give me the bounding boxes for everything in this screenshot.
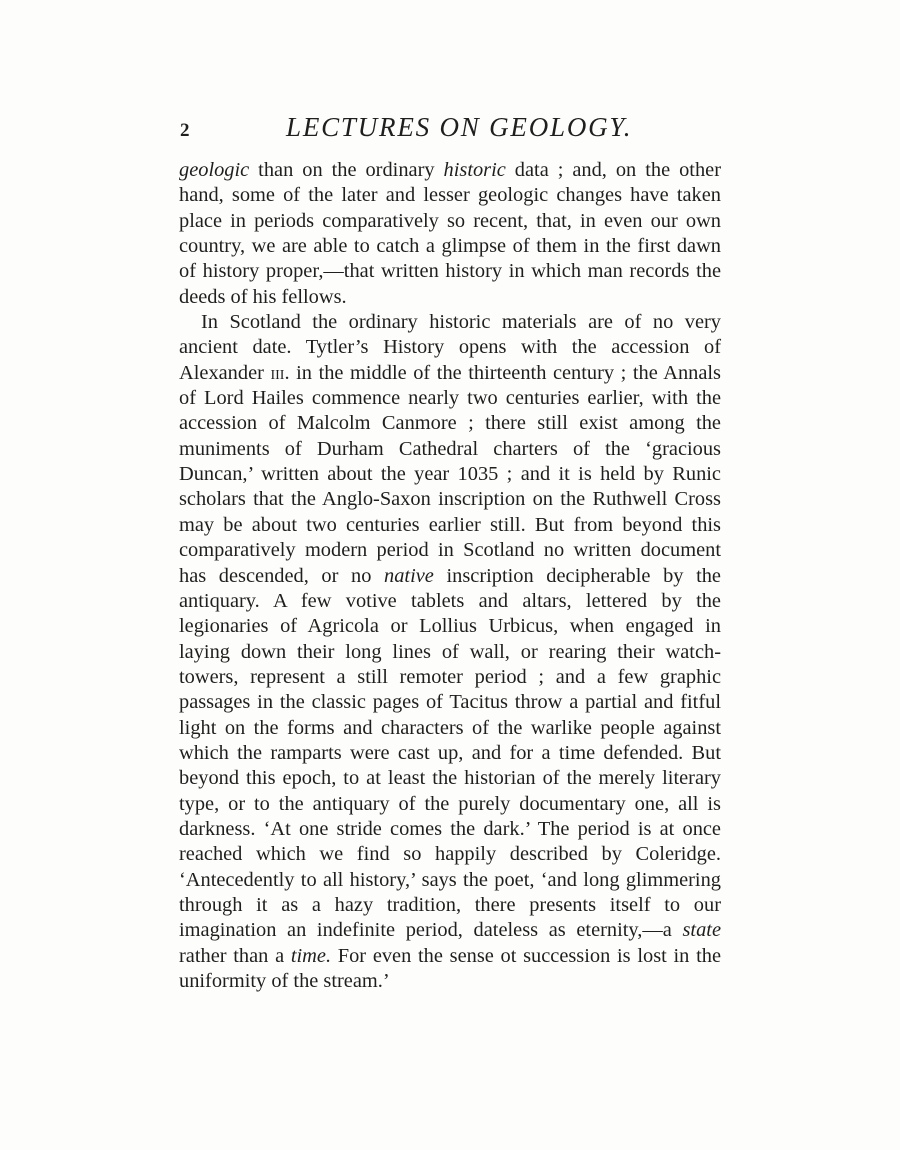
text-segment: rather than a (179, 944, 291, 967)
paragraph-continuation (179, 158, 721, 310)
paragraph-scotland (179, 310, 721, 994)
body-text (179, 158, 721, 994)
page-header (178, 112, 723, 146)
italic-word: native (384, 564, 434, 587)
page-number: 2 (180, 120, 190, 141)
text-segment: than on the ordinary (249, 159, 444, 181)
running-title: LECTURES ON GEOLOGY. (286, 112, 633, 142)
italic-word: historic (443, 159, 506, 181)
text-segment: data ; and, on the other hand, some of the later and lesser geologic changes have taken place in periods comparatively so recent, that, in even our own country, we are able to catch a glimpse of them in the first dawn of history proper,—that written history in which man records the deeds of his fellows. (179, 159, 721, 308)
text-segment: in the middle of the thirteenth century ; the Annals of Lord Hailes commence nearly two centuries earlier, with the accession of Malcolm Canmore ; there still exist among the muniments of Durham Cathedral charters of the ‘gracious Duncan,’ written about the year 1035 ; and it is held by Runic scholars that the Anglo-Saxon inscription on the Ruthwell Cross may be about two centuries earlier still. But from beyond this comparatively modern period in Scotland no written document has descended, or no (179, 361, 721, 587)
italic-word: state (682, 919, 721, 942)
italic-word: time. (290, 944, 332, 967)
italic-word: geologic (179, 159, 250, 181)
text-segment: For even the sense ot succession is lost in the uniformity of the stream.’ (179, 944, 721, 992)
text-segment: inscription decipherable by the antiquary. A few votive tablets and altars, lettered by the legionaries of Agricola or Lollius Urbicus, when engaged in laying down their long lines of wall, or rearing their watch-towers, represent a still remoter period ; and a few graphic passages in the classic pages of Tacitus throw a partial and fitful light on the forms and characters of the warlike people against which the ramparts were cast up, and for a time defended. But beyond this epoch, to at least the historian of the merely literary type, or to the antiquary of the purely documentary one, all is darkness. ‘At one stride comes the dark.’ The period is at once reached which we find so happily described by Coleridge. ‘Antecedently to all history,’ says the poet, ‘and long glimmering through it as a hazy tradition, there presents itself to our imagination an indefinite period, dateless as eternity,—a (179, 564, 721, 942)
regnal-numeral: iii. (270, 361, 290, 384)
text-segment: In Scotland the ordinary historic materials are of no very ancient date. Tytler’s History opens with the accession of Alexander (179, 311, 721, 384)
